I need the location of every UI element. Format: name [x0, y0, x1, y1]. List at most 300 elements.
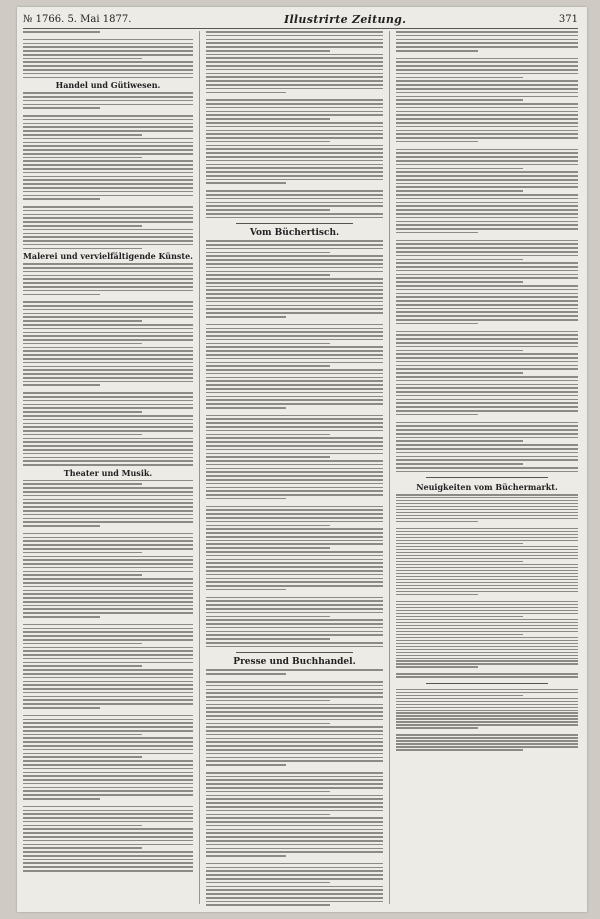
text-line: [206, 673, 286, 675]
text-line: [396, 467, 578, 469]
text-line: [23, 643, 142, 645]
text-line: [396, 107, 578, 109]
text-line: [206, 787, 383, 789]
text-line: [206, 795, 383, 797]
text-line: [396, 247, 578, 249]
text-line: [206, 350, 383, 352]
text-line: [396, 281, 523, 283]
text-line: [206, 764, 286, 766]
text-line: [23, 719, 193, 721]
text-line: [396, 649, 578, 650]
text-line: [396, 567, 578, 568]
text-line: [206, 738, 383, 740]
text-line: [206, 806, 383, 808]
text-line: [23, 290, 193, 292]
text-line: [206, 31, 383, 33]
text-line: [23, 339, 193, 341]
text-line: [23, 699, 193, 701]
text-line: [206, 252, 330, 254]
text-line: [206, 882, 330, 884]
text-line: [396, 625, 578, 626]
text-line: [396, 69, 578, 71]
text-line: [23, 350, 193, 352]
text-line: [23, 107, 100, 109]
text-line: [23, 658, 193, 660]
text-line: [23, 407, 193, 409]
text-line: [23, 749, 193, 751]
text-line: [23, 271, 193, 273]
text-line: [206, 263, 383, 265]
text-line: [396, 365, 578, 367]
text-line: [23, 715, 193, 717]
text-line: [206, 80, 383, 82]
text-line: [396, 323, 478, 325]
text-line: [396, 497, 578, 498]
text-line: [206, 293, 383, 295]
text-line: [206, 730, 383, 732]
text-line: [206, 509, 383, 511]
text-line: [396, 190, 523, 192]
text-line: [23, 149, 193, 151]
text-line: [23, 411, 142, 413]
text-line: [23, 669, 193, 671]
text-line: [206, 346, 383, 348]
text-line: [396, 114, 578, 116]
text-line: [23, 548, 193, 550]
text-line: [23, 168, 193, 170]
text-line: [206, 118, 330, 120]
text-line: [206, 551, 383, 553]
text-line: [23, 236, 193, 238]
text-line: [396, 628, 578, 629]
column-divider: [199, 31, 200, 904]
text-line: [23, 828, 193, 830]
text-line: [396, 555, 578, 556]
text-line: [396, 531, 578, 532]
text-line: [206, 175, 383, 177]
text-line: [206, 776, 383, 778]
text-line: [23, 480, 193, 482]
text-line: [23, 400, 193, 402]
text-line: [396, 387, 578, 389]
text-line: [23, 145, 193, 147]
text-line: [206, 126, 383, 128]
text-line: [206, 517, 383, 519]
text-line: [396, 92, 578, 94]
text-line: [206, 145, 383, 147]
text-line: [23, 825, 142, 827]
text-line: [206, 308, 383, 310]
text-line: [396, 361, 578, 363]
text-line: [396, 746, 578, 747]
text-line: [206, 289, 383, 291]
text-line: [206, 904, 330, 906]
text-line: [23, 377, 193, 379]
text-line: [23, 779, 193, 781]
text-line: [23, 354, 193, 356]
text-line: [23, 267, 193, 269]
text-line: [23, 464, 193, 466]
text-line: [206, 194, 383, 196]
text-line: [396, 334, 578, 336]
text-line: [206, 217, 383, 219]
text-line: [23, 282, 193, 284]
text-line: [206, 570, 383, 572]
text-line: [206, 581, 383, 583]
text-line: [206, 107, 383, 109]
text-line: [206, 392, 383, 394]
text-line: [206, 638, 330, 640]
text-line: [396, 346, 578, 348]
text-line: [396, 737, 578, 738]
text-line: [206, 734, 383, 736]
text-line: [206, 631, 383, 633]
text-line: [23, 491, 193, 493]
text-line: [23, 726, 193, 728]
text-line: [206, 202, 383, 204]
text-line: [206, 244, 383, 246]
text-line: [206, 689, 383, 691]
text-line: [206, 259, 383, 261]
text-line: [396, 255, 578, 257]
text-line: [396, 80, 578, 82]
text-line: [23, 229, 193, 231]
text-line: [23, 737, 193, 739]
text-line: [206, 278, 383, 280]
text-line: [206, 65, 383, 67]
text-line: [396, 152, 578, 154]
text-line: [23, 870, 193, 872]
text-line: [396, 319, 578, 321]
text-line: [396, 262, 578, 264]
text-line: [396, 118, 578, 120]
text-line: [396, 156, 578, 158]
text-line: [206, 692, 383, 694]
text-line: [396, 270, 578, 272]
column-left: [23, 31, 193, 906]
text-line: [396, 549, 578, 550]
text-line: [206, 597, 383, 599]
text-line: [206, 498, 286, 500]
text-line: [23, 616, 100, 618]
text-line: [206, 460, 383, 462]
text-line: [206, 111, 383, 113]
text-line: [206, 874, 383, 876]
text-line: [23, 343, 142, 345]
text-line: [23, 73, 193, 75]
text-line: [206, 388, 383, 390]
text-line: [396, 391, 578, 393]
text-line: [396, 588, 578, 589]
text-line: [396, 534, 578, 535]
text-line: [206, 339, 383, 341]
text-line: [23, 115, 193, 117]
text-line: [23, 483, 142, 485]
text-line: [396, 209, 578, 211]
text-line: [23, 366, 193, 368]
text-line: [396, 357, 578, 359]
text-line: [396, 471, 578, 473]
text-line: [396, 58, 578, 60]
text-line: [206, 167, 383, 169]
text-line: [23, 798, 100, 800]
text-line: [396, 564, 578, 565]
text-line: [206, 627, 383, 629]
text-block: [396, 689, 578, 751]
text-line: [23, 844, 193, 846]
text-line: [23, 544, 193, 546]
text-line: [206, 783, 383, 785]
text-line: [396, 718, 578, 719]
text-line: [396, 232, 478, 234]
section-heading-theater: Theater und Musik.: [63, 467, 153, 478]
section-heading-presse: Presse und Buchhandel.: [233, 657, 356, 668]
text-line: [396, 96, 578, 98]
text-line: [206, 814, 330, 816]
text-line: [23, 810, 193, 812]
text-line: [396, 194, 578, 196]
text-line: [206, 141, 330, 143]
text-line: [396, 712, 578, 713]
text-line: [206, 190, 383, 192]
text-line: [206, 870, 383, 872]
text-line: [23, 556, 193, 558]
column-right: [396, 31, 578, 906]
text-line: [23, 734, 142, 736]
text-line: [23, 404, 193, 406]
text-line: [206, 723, 330, 725]
text-line: [396, 558, 578, 559]
text-line: [206, 559, 383, 561]
text-line: [206, 825, 383, 827]
text-line: [396, 616, 523, 617]
text-line: [396, 552, 578, 553]
text-line: [23, 347, 193, 349]
text-line: [23, 415, 193, 417]
text-line: [206, 464, 383, 466]
text-line: [206, 418, 383, 420]
text-line: [23, 662, 193, 664]
book-listing: [396, 494, 578, 677]
text-line: [206, 757, 383, 759]
text-line: [23, 316, 193, 318]
text-line: [396, 61, 578, 63]
text-line: [206, 634, 383, 636]
text-line: [396, 126, 578, 128]
text-line: [206, 829, 383, 831]
text-line: [396, 658, 578, 659]
text-line: [206, 525, 330, 527]
text-line: [206, 88, 383, 90]
text-line: [206, 248, 383, 250]
text-line: [206, 889, 383, 891]
text-line: [23, 862, 193, 864]
text-line: [396, 528, 578, 529]
text-line: [23, 851, 193, 853]
text-line: [23, 578, 193, 580]
text-line: [396, 582, 578, 583]
text-block: [23, 92, 193, 249]
text-line: [206, 547, 330, 549]
text-line: [206, 779, 383, 781]
text-line: [206, 791, 330, 793]
text-line: [23, 423, 193, 425]
text-line: [396, 698, 578, 699]
text-line: [396, 103, 578, 105]
text-line: [206, 130, 383, 132]
text-line: [23, 369, 193, 371]
text-line: [206, 384, 383, 386]
text-line: [206, 35, 383, 37]
text-line: [396, 384, 578, 386]
text-line: [206, 760, 383, 762]
text-line: [206, 164, 383, 166]
text-line: [206, 267, 383, 269]
text-line: [23, 703, 193, 705]
text-line: [396, 240, 578, 242]
text-line: [206, 855, 286, 857]
text-line: [23, 362, 193, 364]
text-line: [396, 77, 523, 79]
text-line: [396, 50, 478, 52]
text-line: [396, 376, 578, 378]
text-line: [396, 35, 578, 37]
text-line: [23, 707, 100, 709]
text-line: [396, 494, 578, 495]
text-line: [396, 440, 523, 442]
text-line: [23, 210, 193, 212]
text-line: [23, 681, 193, 683]
text-line: [206, 449, 383, 451]
text-line: [396, 570, 578, 571]
issue-number: № 1766. 5. Mai 1877.: [23, 13, 132, 25]
text-line: [23, 601, 193, 603]
text-line: [23, 756, 142, 758]
text-line: [396, 456, 578, 458]
text-line: [396, 380, 578, 382]
text-line: [396, 293, 578, 295]
text-line: [23, 559, 193, 561]
text-line: [23, 191, 193, 193]
text-line: [23, 294, 100, 296]
section-divider: [426, 683, 548, 684]
text-line: [206, 681, 383, 683]
text-line: [23, 628, 193, 630]
text-line: [396, 743, 578, 744]
text-line: [206, 403, 383, 405]
text-line: [206, 540, 383, 542]
section-heading-buechertisch: Vom Büchertisch.: [249, 228, 340, 239]
text-line: [206, 137, 383, 139]
text-line: [23, 813, 193, 815]
text-line: [23, 783, 193, 785]
text-line: [396, 509, 578, 510]
text-line: [23, 730, 193, 732]
text-line: [396, 727, 478, 728]
text-line: [23, 510, 193, 512]
text-line: [23, 119, 193, 121]
text-line: [23, 866, 193, 868]
text-line: [23, 244, 193, 246]
text-line: [396, 601, 578, 602]
text-line: [23, 593, 193, 595]
text-line: [23, 153, 193, 155]
text-line: [396, 202, 578, 204]
text-line: [23, 50, 193, 52]
text-line: [23, 533, 193, 535]
text-line: [206, 377, 383, 379]
text-line: [23, 392, 193, 394]
text-line: [23, 449, 193, 451]
text-line: [396, 133, 578, 135]
text-block: [206, 669, 383, 906]
text-line: [206, 84, 383, 86]
text-line: [396, 39, 578, 41]
text-line: [23, 612, 193, 614]
text-line: [206, 619, 383, 621]
section-heading-handel: Handel und Gütiwesen.: [55, 80, 161, 91]
text-line: [23, 92, 193, 94]
text-line: [396, 251, 578, 253]
text-line: [396, 463, 523, 465]
text-line: [396, 429, 578, 431]
text-line: [206, 205, 383, 207]
text-line: [206, 696, 383, 698]
text-line: [396, 342, 578, 344]
text-line: [23, 487, 193, 489]
text-line: [396, 640, 578, 641]
text-line: [23, 639, 193, 641]
text-line: [23, 195, 193, 197]
text-line: [396, 228, 578, 230]
text-line: [23, 794, 193, 796]
text-line: [396, 368, 578, 370]
text-line: [23, 381, 193, 383]
text-line: [396, 399, 578, 401]
text-line: [23, 46, 193, 48]
text-line: [206, 445, 383, 447]
text-line: [206, 878, 383, 880]
text-line: [396, 372, 523, 374]
text-line: [23, 445, 193, 447]
text-line: [23, 597, 193, 599]
text-line: [23, 457, 193, 459]
text-line: [23, 453, 193, 455]
text-line: [23, 552, 142, 554]
column-middle: [206, 31, 383, 906]
text-line: [206, 574, 383, 576]
text-line: [23, 696, 193, 698]
text-line: [23, 502, 193, 504]
text-line: [396, 198, 578, 200]
text-block: [206, 240, 383, 647]
text-line: [206, 426, 383, 428]
column-divider: [389, 31, 390, 904]
text-line: [23, 96, 193, 98]
text-line: [206, 685, 383, 687]
text-line: [206, 282, 383, 284]
text-line: [206, 886, 383, 888]
text-line: [396, 65, 578, 67]
text-line: [396, 179, 578, 181]
text-line: [206, 600, 383, 602]
text-line: [396, 692, 578, 693]
text-line: [206, 39, 383, 41]
text-line: [23, 677, 193, 679]
text-line: [23, 138, 193, 140]
text-line: [206, 494, 383, 496]
text-line: [396, 631, 578, 632]
